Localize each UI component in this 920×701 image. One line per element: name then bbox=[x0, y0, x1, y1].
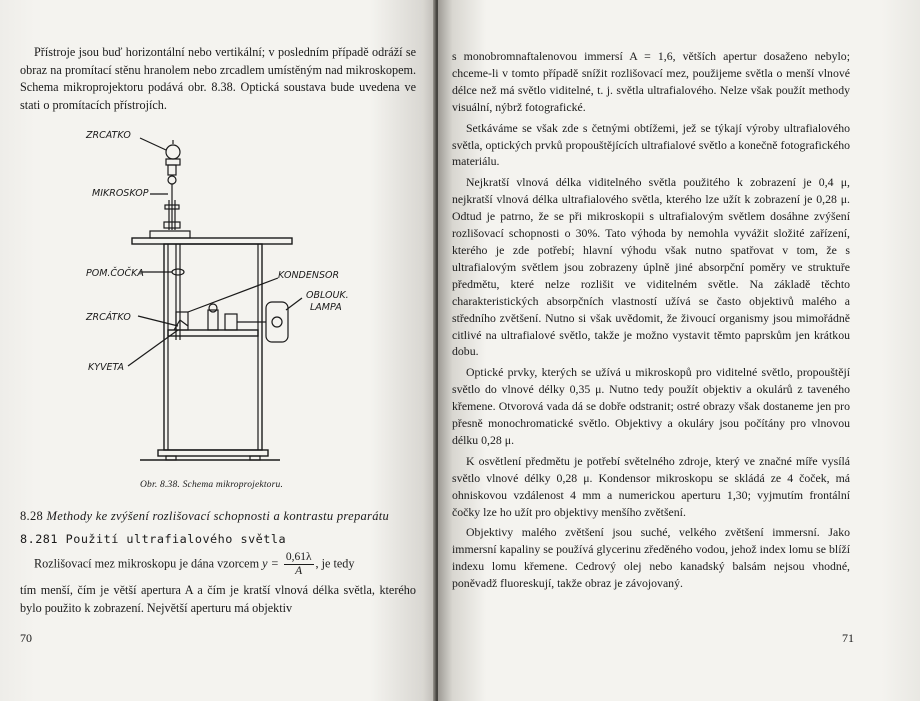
section-heading bbox=[20, 509, 420, 524]
right-paragraph: Optické prvky, kterých se užívá u mikroskopů pro viditelné světlo, propouštějí světlo do vlnové délky 0,35 μ. Nutno tedy použít objektiv a okulárů z taveného křemene. Otvorová vada dá se dobře odstranit; ostré obrazy však dostaneme jen pro přesně monochromatické světlo. Objektivy a okuláry jsou počítány pro vlnovou délku 0,28 μ. bbox=[452, 365, 850, 447]
right-text-column bbox=[452, 48, 850, 592]
intro-text: Přístroje jsou buď horizontální nebo vertikální; v posledním případě odráží se obraz na promítací stěnu hranolem nebo zrcadlem umístěným nad mikroskopem. Schema mikroprojektoru podává obr. 8.38. Optická soustava bude uvedena ve stati o promítacích přístrojích. bbox=[20, 45, 416, 112]
lens-shape bbox=[172, 269, 184, 275]
page-number-left: 70 bbox=[20, 631, 32, 645]
base-shape bbox=[158, 450, 268, 456]
platform-shape bbox=[168, 330, 258, 336]
label-zrcatko-mid: ZRCÁTKO bbox=[86, 312, 131, 323]
top-mirror-shape bbox=[166, 145, 180, 159]
subsection-heading: 8.281 Použití ultrafialového světla bbox=[20, 532, 287, 546]
formula-line bbox=[34, 551, 354, 578]
formula-fraction bbox=[284, 551, 314, 578]
label-kondensor: KONDENSOR bbox=[278, 270, 340, 281]
label-zrcatko-top: ZRCÁTKO bbox=[86, 130, 131, 141]
figure-caption: Obr. 8.38. Schema mikroprojektoru. bbox=[140, 480, 284, 490]
label-kyveta: KYVETA bbox=[88, 362, 124, 373]
right-paragraph: s monobromnaftalenovou immersí A = 1,6, větších apertur dosaženo nebylo; chceme-li v tomto případě snížit rozlišovací mez, použijeme světla o menší vlnové délce než má světlo viditelné, t. j. světla ultrafialového. Nelze však použít methody visuální, nýbrž fotografické. bbox=[452, 49, 850, 114]
table-top-shape bbox=[132, 238, 292, 244]
body-tail: tím menší, čím je větší apertura A a čím je kratší vlnová délka světla, kterého bylo použito k zobrazení. Největší aperturu má objektiv bbox=[20, 583, 416, 615]
label-mikroskop: MIKROSKOP bbox=[92, 188, 149, 199]
right-paragraph: Setkáváme se však zde s četnými obtížemi, jež se týkají výroby ultrafialového světla, optických prvků propouštějících ultrafialové světlo a konečně fotografického materiálu. bbox=[452, 120, 850, 169]
formula-after: , je tedy bbox=[315, 556, 355, 571]
micro-projector-figure bbox=[80, 130, 360, 470]
left-intro-paragraph bbox=[20, 44, 416, 114]
label-pom-cocka: POM.ČOČKA bbox=[86, 268, 144, 279]
section-number: 8.28 bbox=[20, 509, 44, 523]
formula-numerator: 0,61λ bbox=[285, 551, 312, 563]
right-paragraph: Objektivy malého zvětšení jsou suché, velkého zvětšení immersní. Jako immersní kapaliny se používá glycerinu zředěného vodou, jehož index lomu se blíží indexu lomu křemene. Cedrový olej nebo kanadský balsám nejsou vhodné, poněvadž fluoreskují, takže obraz je závojovaný. bbox=[452, 525, 850, 591]
section-title: Methody ke zvýšení rozlišovací schopnosti a kontrastu preparátu bbox=[46, 509, 390, 523]
left-page bbox=[0, 0, 436, 701]
left-tail-paragraph bbox=[20, 582, 416, 617]
label-oblouk: OBLOUK. bbox=[306, 290, 349, 301]
right-paragraph: K osvětlení předmětu je potřebí světelného zdroje, který ve značné míře vysílá světlo vlnové délky 0,28 μ. Kondensor mikroskopu se skládá ze 4 čoček, má ohniskovou vzdálenost 4 mm a numerickou aperturu 1,30; vyjmutím frontální čočky lze ho užít pro objektivy menšího zvětšení. bbox=[452, 453, 850, 519]
formula-denominator: A bbox=[295, 565, 303, 577]
formula-intro: Rozlišovací mez mikroskopu je dána vzorcem bbox=[34, 556, 260, 571]
label-lampa: LAMPA bbox=[310, 302, 342, 313]
formula-y: y = bbox=[262, 556, 279, 571]
lamp-shape bbox=[266, 302, 288, 342]
micro-projector-diagram bbox=[80, 130, 360, 470]
right-page bbox=[438, 0, 920, 701]
page-number-right: 71 bbox=[842, 631, 854, 645]
right-paragraph: Nejkratší vlnová délka viditelného světla použitého k zobrazení je 0,4 μ, nejkratší vlnová délka ultrafialového světla, kterého lze užít k zobrazení je 0,28 μ. Odtud je patrno, že se při mikroskopii s ultrafialovým světlem dosáhne zvýšení rozlišovací schopnosti o 30%. Tato výhoda by nemohla vyvážit složité zařízení, kterého je zde potřebí; hlavní výhodu však nutno spatřovat v tom, že s ultrafialovým světlem jsou zobrazeny úplně jiné absorpční poměry ve struktuře předmětu, které nelze rozlišit ve viditelném světle. Na základě těchto charakteristických absorpčních vlastností užívá se často objektivů malého a středního zvětšení. Nutno si však uvědomit, že živoucí organismy jsou mimořádně citlivé na ultrafialové světlo, takže je možno vystavit těmto paprskům jen krátkou dobu. bbox=[452, 175, 850, 359]
top-mirror-mount bbox=[166, 159, 180, 165]
